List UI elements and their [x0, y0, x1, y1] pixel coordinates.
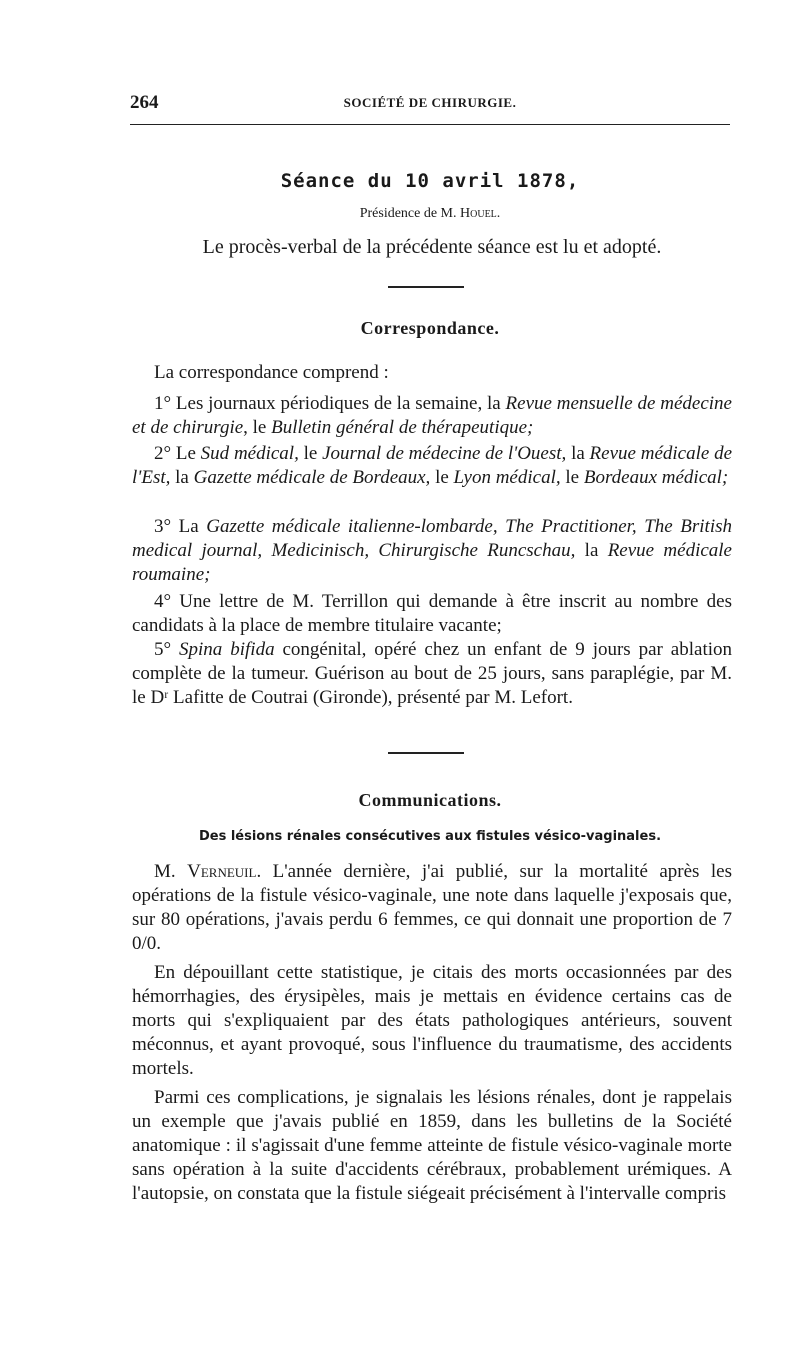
- correspondance-item-2: [132, 442, 732, 490]
- item2-b: Sud médical,: [200, 443, 299, 464]
- item2-c: le: [298, 443, 323, 464]
- page-number: 264: [130, 92, 159, 113]
- presidence-prefix: Présidence de M.: [359, 206, 461, 221]
- item2-l: Bordeaux médical;: [583, 467, 729, 488]
- item1-d: Bulletin général de thérapeutique;: [271, 417, 534, 438]
- running-title: SOCIÉTÉ DE CHIRURGIE.: [343, 95, 517, 110]
- item1-a: 1° Les journaux périodiques de la semaine, la: [154, 393, 506, 414]
- item2-k: le: [560, 467, 584, 488]
- item3-a: 3° La: [154, 516, 207, 537]
- item2-e: la: [566, 443, 590, 464]
- proces-verbal: Le procès-verbal de la précédente séance est lu et adopté.: [202, 236, 662, 258]
- section-divider: [388, 286, 464, 288]
- item3-c: la: [575, 540, 608, 561]
- communication-paragraph-2: En dépouillant cette statistique, je citais des morts occasionnées par des hémorrhagies, des érysipèles, mais je mettais en évidence certains cas de morts qui s'expliquaient par des états pathologiques antérieurs, souvent méconnus, et ayant provoqué, sous l'influence du traumatisme, des accidents mortels.: [132, 962, 732, 1079]
- speaker-name: Verneuil: [187, 861, 257, 882]
- para1-text: . L'année dernière, j'ai publié, sur la mortalité après les opérations de la fistule vésico-vaginale, une note dans laquelle j'exposais que, sur 80 opérations, j'avais perdu 6 femmes, ce qui donnait une proportion de 7 0/0.: [132, 861, 732, 954]
- item2-j: Lyon médical,: [453, 467, 561, 488]
- running-head: [130, 92, 730, 116]
- session-title: Séance du 10 avril 1878,: [280, 170, 580, 192]
- presidence-line: [130, 206, 730, 222]
- item2-h: Gazette médicale de Bordeaux,: [193, 467, 431, 488]
- communication-paragraph-3: Parmi ces complications, je signalais les lésions rénales, dont je rappelais un exemple que j'avais publié en 1859, dans les bulletins de la Société anatomique : il s'agissait d'une femme atteinte de fistule vésico-vaginale morte sans opération à la suite d'accidents cérébraux, probablement urémiques. A l'autopsie, on constata que la fistule siégeait précisément à l'intervalle compris: [132, 1087, 732, 1204]
- item1-b: Revue mensuelle de médecine et de chirurgie: [132, 393, 732, 438]
- item3-b: Gazette médicale italienne-lombarde, The Practitioner, The British medical journal, Medicinisch, Chirurgische Runcschau,: [132, 516, 732, 561]
- para1-prefix: M.: [154, 861, 188, 882]
- item2-f: Revue médicale de l'Est,: [132, 443, 732, 488]
- correspondance-item-4: 4° Une lettre de M. Terrillon qui demande à être inscrit au nombre des candidats à la place de membre titulaire vacante;: [132, 591, 732, 636]
- header-rule: [130, 124, 730, 125]
- communications-heading: Communications.: [358, 790, 502, 810]
- item2-a: 2° Le: [154, 443, 201, 464]
- item5-c: congénital, opéré chez un enfant de 9 jours par ablation complète de la tumeur. Guérison au bout de 25 jours, sans paraplégie, par M. le Dʳ Lafitte de Coutrai (Gironde), présenté par M. Lefort.: [132, 639, 733, 708]
- item5-b: Spina bifida: [179, 639, 275, 660]
- item3-d: Revue médicale roumaine;: [132, 540, 732, 585]
- item5-a: 5°: [154, 639, 180, 660]
- communication-paragraph-1: [132, 860, 732, 956]
- item2-d: Journal de médecine de l'Ouest,: [322, 443, 567, 464]
- correspondance-item-3: [132, 515, 732, 587]
- item2-i: le: [430, 467, 454, 488]
- item2-g: la: [170, 467, 194, 488]
- section-divider: [388, 752, 464, 754]
- presidence-suffix: .: [496, 206, 501, 221]
- item1-c: , le: [243, 417, 272, 438]
- correspondance-heading: Correspondance.: [360, 318, 500, 338]
- communication-subheading: Des lésions rénales consécutives aux fistules vésico-vaginales.: [198, 829, 662, 844]
- correspondance-intro: La correspondance comprend :: [154, 362, 389, 383]
- correspondance-item-5: [132, 638, 732, 710]
- correspondance-item-1: [132, 392, 732, 440]
- president-name: Houel: [460, 206, 497, 221]
